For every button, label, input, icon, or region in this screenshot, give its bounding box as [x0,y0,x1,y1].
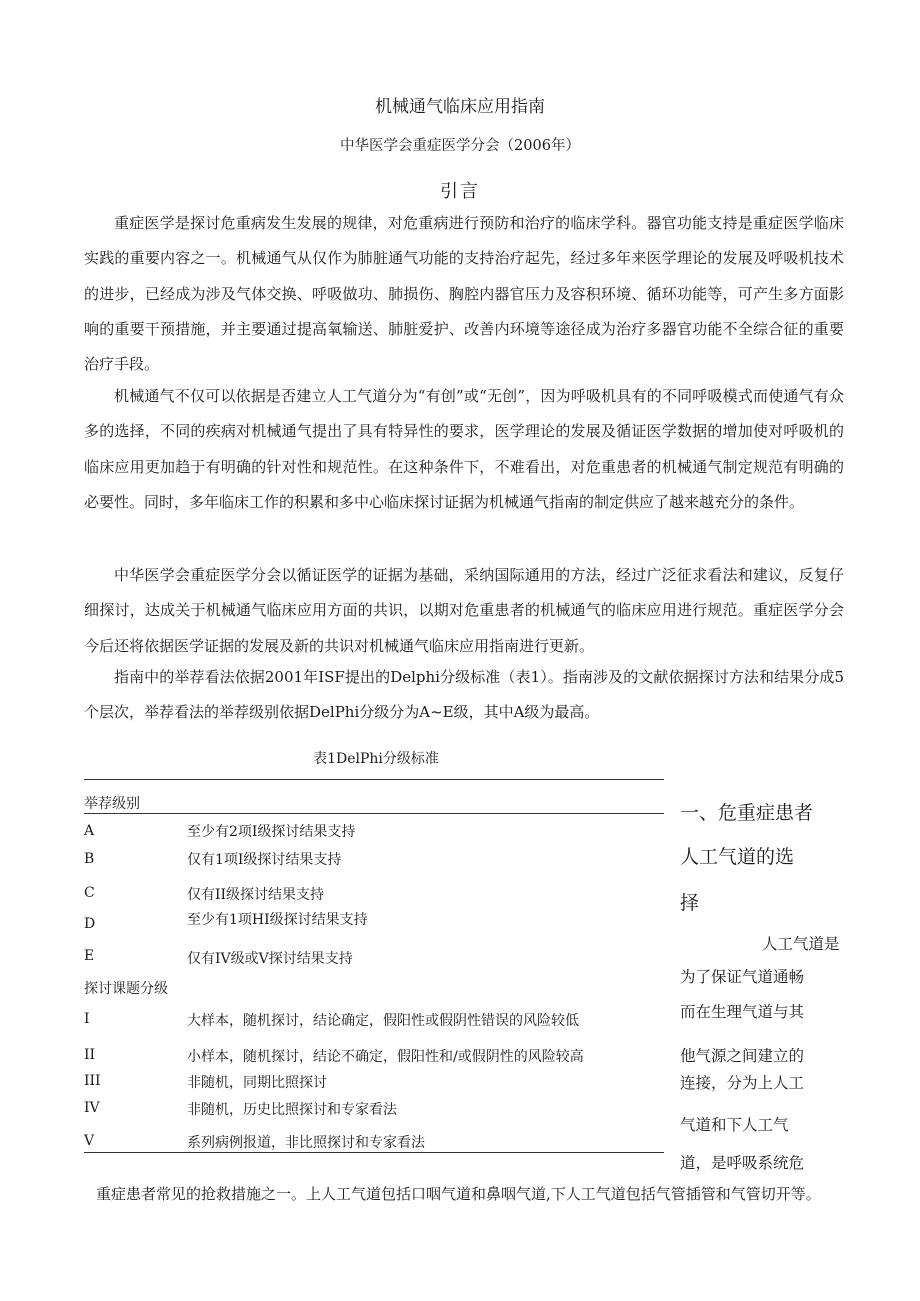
paragraph-4: 指南中的举荐看法依据2001年ISF提出的Delphi分级标准（表1）。指南涉及的文献依据探讨方法和结果分成5个层次，举荐看法的举荐级别依据DelPhi分级分为A~E级，其中A级为最高。 [84,668,844,721]
side-text-line-7: 道，是呼吸系统危 [680,1154,805,1172]
paragraph-2: 机械通气不仅可以依据是否建立人工气道分为“有创”或“无创”，因为呼吸机具有的不同呼吸模式而使通气有众多的选择，不同的疾病对机械通气提出了具有特异性的要求，医学理论的发展及循证医学数据的增加使对呼吸机的临床应用更加趋于有明确的针对性和规范性。在这种条件下，不难看出，对危重患者的机械通气制定规范有明确的必要性。同时，多年临床工作的积累和多中心临床探讨证据为机械通气指南的制定供应了越来越充分的条件。 [84,387,844,511]
table-section-title-2: 探讨课题分级 [84,981,168,997]
side-heading-line-1: 一、危重症患者 [680,802,814,824]
side-text-line-2: 为了保证气道通畅 [680,968,805,986]
paragraph-1: 重症医学是探讨危重病发生发展的规律，对危重病进行预防和治疗的临床学科。器官功能支持是重症医学临床实践的重要内容之一。机械通气从仅作为肺脏通气功能的支持治疗起先，经过多年来医学理论的发展及呼吸机技术的进步，已经成为涉及气体交换、呼吸做功、肺损伤、胸腔内器官压力及容积环境、循环功能等，可产生多方面影响的重要干预措施，并主要通过提高氧输送、肺脏爱护、改善内环境等途径成为治疗多器官功能不全综合征的重要治疗手段。 [84,214,844,374]
grade-desc: 至少有1项HI级探讨结果支持 [187,912,368,928]
level-code: IV [84,1100,100,1116]
grade-desc: 至少有2项I级探讨结果支持 [187,824,356,840]
document-title: 机械通气临床应用指南 [375,97,545,117]
grade-code: B [84,851,95,867]
level-code: II [84,1047,96,1063]
paragraph-3: 中华医学会重症医学分会以循证医学的证据为基础，采纳国际通用的方法，经过广泛征求看法和建议，反复仔细探讨，达成关于机械通气临床应用方面的共识，以期对危重患者的机械通气的临床应用进行规范。重症医学分会今后还将依据医学证据的发展及新的共识对机械通气临床应用指南进行更新。 [84,566,844,655]
grade-desc: 仅有1项I级探讨结果支持 [187,852,342,868]
level-code: V [84,1133,95,1149]
level-desc: 非随机，历史比照探讨和专家看法 [187,1102,397,1118]
side-text-line-4: 他气源之间建立的 [680,1047,805,1065]
side-text-line-5: 连接，分为上人工 [680,1074,805,1092]
side-text-line-6: 气道和下人工气 [680,1116,789,1134]
level-code: I [84,1011,90,1027]
side-heading-line-3: 择 [680,892,700,914]
grade-code: A [84,823,95,839]
section-heading-intro: 引言 [440,181,480,202]
table-header-rule [84,813,664,814]
level-code: III [84,1073,101,1089]
table-top-rule [84,779,664,780]
side-heading-line-2: 人工气道的选 [680,846,795,868]
grade-desc: 仅有IV级或V探讨结果支持 [187,951,353,967]
level-desc: 小样本，随机探讨，结论不确定，假阳性和/或假阴性的风险较高 [187,1049,584,1065]
level-desc: 非随机，同期比照探讨 [187,1075,327,1091]
document-subtitle: 中华医学会重症医学分会（2006年） [340,138,580,154]
side-text-line-3: 而在生理气道与其 [680,1003,805,1021]
grade-code: E [84,948,95,964]
level-desc: 系列病例报道，非比照探讨和专家看法 [187,1135,425,1151]
side-text-line-1: 人工气道是 [762,935,840,953]
table-section-title: 举荐级别 [84,796,140,812]
level-desc: 大样本，随机探讨，结论确定，假阳性或假阴性错误的风险较低 [187,1013,579,1029]
table-caption: 表1DelPhi分级标准 [313,751,439,767]
grade-code: C [84,885,95,901]
table-bottom-rule [84,1152,664,1153]
grade-code: D [84,916,96,932]
closing-line: 重症患者常见的抢救措施之一。上人工气道包括口咽气道和鼻咽气道,下人工气道包括气管插管和气管切开等。 [96,1185,821,1203]
grade-desc: 仅有II级探讨结果支持 [187,887,325,903]
